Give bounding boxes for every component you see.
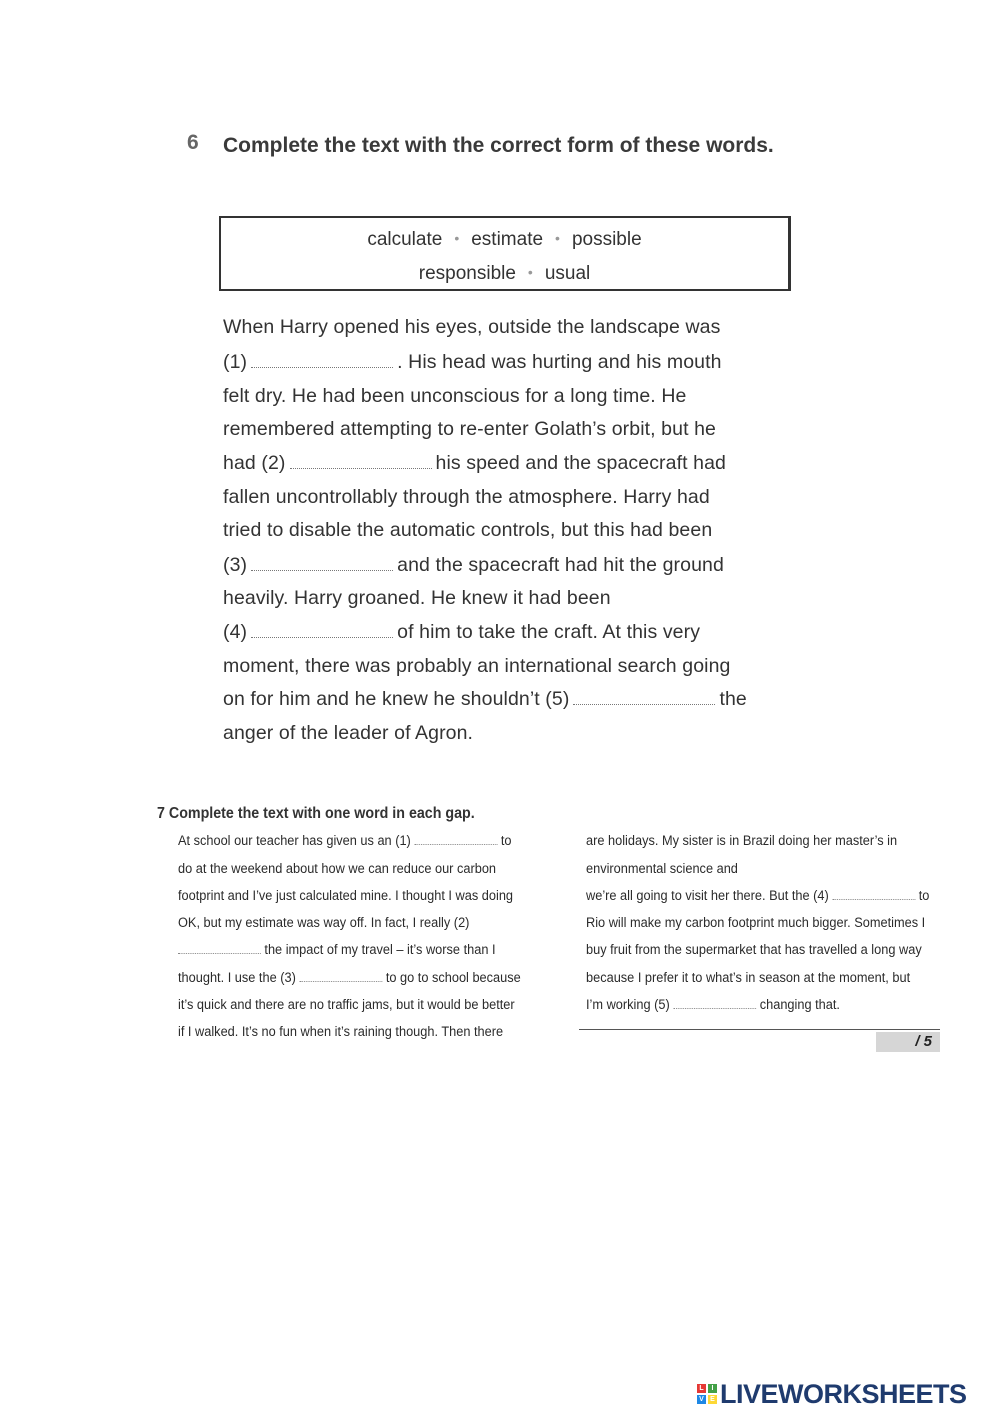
answer-gap[interactable] (832, 889, 915, 900)
answer-gap[interactable] (290, 454, 432, 469)
text-line: do at the weekend about how we can reduce our carbon (178, 861, 497, 877)
text-line (586, 997, 840, 1013)
answer-gap[interactable] (251, 556, 393, 571)
text-fragment: (1) (223, 351, 248, 373)
text-fragment: the impact of my travel – it’s worse than I (264, 942, 496, 958)
text-fragment: to go to school because (385, 970, 521, 986)
text-line: environmental science and (586, 861, 738, 877)
word-box-item: calculate (367, 229, 443, 250)
answer-gap[interactable] (573, 690, 715, 705)
text-fragment: and the spacecraft had hit the ground (397, 554, 724, 576)
word-box-item: estimate (471, 229, 544, 250)
text-fragment: (3) (223, 554, 248, 576)
text-line: remembered attempting to re-enter Golath’s orbit, but he (223, 418, 716, 440)
text-line (586, 888, 929, 904)
text-fragment: his speed and the spacecraft had (435, 452, 726, 474)
text-line (178, 942, 496, 958)
liveworksheets-logo (697, 1379, 967, 1409)
bullet-separator: • (527, 264, 533, 280)
word-box-item: possible (571, 229, 642, 250)
word-box-line-2 (221, 263, 788, 285)
text-fragment: the (719, 688, 747, 710)
logo-grid-cell: E (708, 1395, 717, 1404)
text-line: felt dry. He had been unconscious for a long time. He (223, 385, 687, 407)
answer-gap[interactable] (251, 623, 393, 638)
exercise-6-instruction: Complete the text with the correct form of these words. (223, 134, 774, 157)
text-line: anger of the leader of Agron. (223, 722, 474, 744)
word-box-line-1 (221, 229, 788, 251)
text-line: tried to disable the automatic controls, but this had been (223, 519, 713, 541)
text-line (223, 452, 726, 475)
text-line: footprint and I’ve just calculated mine. I thought I was doing (178, 888, 514, 904)
text-fragment: At school our teacher has given us an (1) (178, 833, 411, 849)
text-line: because I prefer it to what’s in season at the moment, but (586, 970, 911, 986)
answer-gap[interactable] (673, 998, 756, 1009)
word-box-item: usual (544, 263, 591, 284)
text-fragment: I’m working (5) (586, 997, 670, 1013)
text-line: moment, there was probably an international search going (223, 655, 731, 677)
text-fragment: on for him and he knew he shouldn’t (5) (223, 688, 570, 710)
text-fragment: to (918, 888, 930, 904)
bullet-separator: • (555, 230, 560, 246)
text-line (223, 554, 724, 577)
logo-text: LIVEWORKSHEETS (720, 1378, 967, 1409)
text-line (178, 970, 521, 986)
bullet-separator: • (454, 230, 460, 246)
score-box (876, 1032, 940, 1052)
text-line (223, 688, 747, 711)
text-line: When Harry opened his eyes, outside the landscape was (223, 316, 721, 338)
logo-grid-cell: V (697, 1395, 706, 1404)
answer-gap[interactable] (299, 971, 382, 982)
text-line: are holidays. My sister is in Brazil doing her master’s in (586, 833, 898, 849)
text-fragment: changing that. (759, 997, 840, 1013)
exercise-6-number: 6 (187, 131, 199, 154)
score-text: / 5 (915, 1033, 932, 1050)
text-line: Rio will make my carbon footprint much bigger. Sometimes I (586, 915, 926, 931)
word-box-item: responsible (418, 263, 516, 284)
logo-grid-cell: L (697, 1384, 706, 1393)
text-line: OK, but my estimate was way off. In fact, I really (2) (178, 915, 470, 931)
text-line (223, 621, 700, 644)
text-line: buy fruit from the supermarket that has travelled a long way (586, 942, 922, 958)
logo-grid-icon (697, 1384, 717, 1404)
text-line: heavily. Harry groaned. He knew it had been (223, 587, 611, 609)
answer-gap[interactable] (178, 943, 261, 954)
text-fragment: (4) (223, 621, 248, 643)
text-fragment: we’re all going to visit her there. But the (4) (586, 888, 829, 904)
text-fragment: . His head was hurting and his mouth (397, 351, 722, 373)
answer-gap[interactable] (251, 353, 393, 368)
word-box (219, 216, 791, 291)
divider (579, 1029, 940, 1030)
text-line (223, 351, 722, 374)
text-line (178, 833, 511, 849)
text-fragment: had (2) (223, 452, 286, 474)
text-line: if I walked. It’s no fun when it’s raining though. Then there (178, 1024, 504, 1040)
logo-grid-cell: I (708, 1384, 717, 1393)
text-line: it’s quick and there are no traffic jams, but it would be better (178, 997, 515, 1013)
answer-gap[interactable] (414, 834, 497, 845)
text-fragment: of him to take the craft. At this very (397, 621, 701, 643)
text-line: fallen uncontrollably through the atmosphere. Harry had (223, 486, 710, 508)
text-fragment: thought. I use the (3) (178, 970, 296, 986)
exercise-7-heading: 7 Complete the text with one word in each gap. (157, 805, 475, 822)
text-fragment: to (500, 833, 512, 849)
